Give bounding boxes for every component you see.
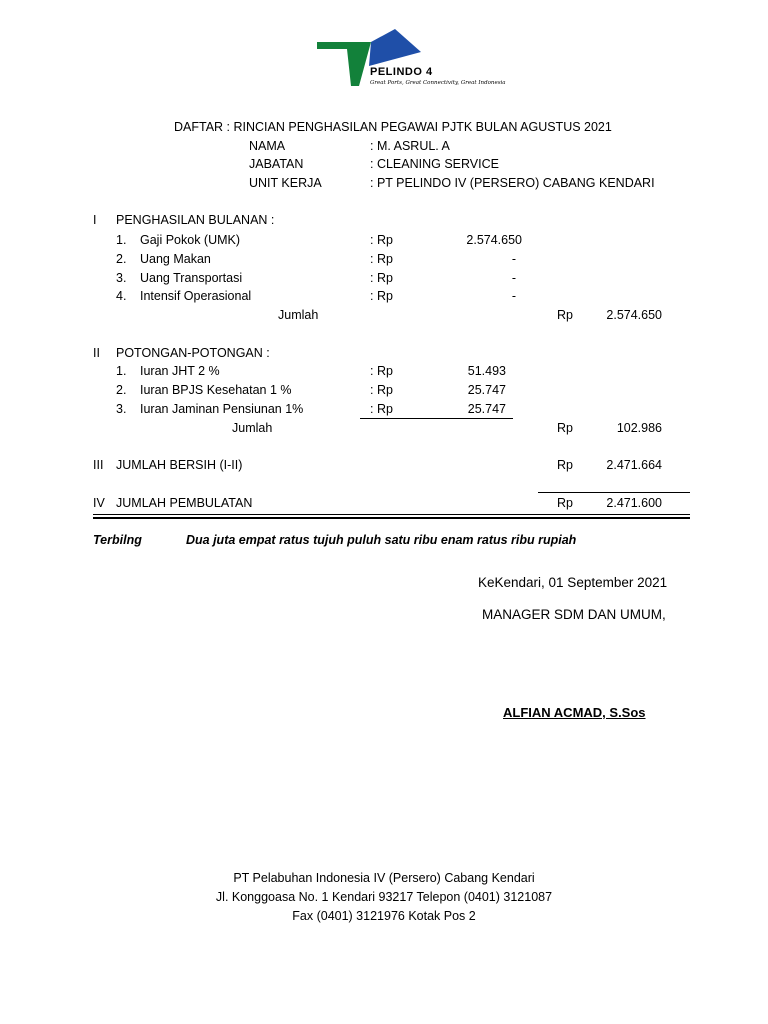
item-label: Intensif Operasional: [140, 289, 252, 303]
section4-value: 2.471.600: [606, 496, 662, 510]
item-amount: 25.747: [467, 402, 506, 416]
logo-blue-wing: [369, 29, 421, 66]
terbilang-text: Dua juta empat ratus tujuh puluh satu ribu enam ratus ribu rupiah: [186, 533, 577, 547]
signature-place-date: KeKendari, 01 September 2021: [478, 575, 668, 590]
double-rule-bottom: [93, 517, 690, 519]
signature-name: ALFIAN ACMAD, S.Sos: [503, 705, 646, 720]
company-logo: [313, 22, 489, 100]
item-amount: -: [511, 289, 516, 303]
section1-jumlah-label: Jumlah: [278, 308, 319, 322]
field-value-nama: : M. ASRUL. A: [370, 139, 450, 153]
item-number: 1.: [116, 364, 127, 378]
field-label-nama: NAMA: [249, 139, 286, 153]
item-label: Gaji Pokok (UMK): [140, 233, 241, 247]
section3-value: 2.471.664: [606, 458, 662, 472]
item-amount: 51.493: [467, 364, 506, 378]
item-currency: : Rp: [370, 289, 393, 303]
section4-number: IV: [93, 496, 105, 510]
item-amount: -: [511, 252, 516, 266]
item-number: 4.: [116, 289, 127, 303]
item-currency: : Rp: [370, 402, 393, 416]
item-amount: 2.574.650: [466, 233, 522, 247]
section2-number: II: [93, 346, 100, 360]
field-label-jabatan: JABATAN: [249, 157, 304, 171]
item-number: 3.: [116, 402, 127, 416]
item-currency: : Rp: [370, 364, 393, 378]
item-number: 2.: [116, 252, 127, 266]
section3-number: III: [93, 458, 104, 472]
item-number: 2.: [116, 383, 127, 397]
item-label: Uang Makan: [140, 252, 211, 266]
item-currency: : Rp: [370, 383, 393, 397]
section2-jumlah-currency: Rp: [557, 421, 573, 435]
section3-currency: Rp: [557, 458, 573, 472]
field-label-unit-kerja: UNIT KERJA: [249, 176, 322, 190]
item-label: Iuran JHT 2 %: [140, 364, 220, 378]
signature-position: MANAGER SDM DAN UMUM,: [482, 607, 666, 622]
section4-title: JUMLAH PEMBULATAN: [116, 496, 253, 510]
logo-tagline: Great Ports, Great Connectivity, Great Indonesia: [370, 80, 506, 86]
footer-company: PT Pelabuhan Indonesia IV (Persero) Cabang Kendari: [233, 871, 535, 885]
item-number: 3.: [116, 271, 127, 285]
item-amount: -: [511, 271, 516, 285]
section1-number: I: [93, 213, 97, 227]
section2-jumlah-value: 102.986: [616, 421, 662, 435]
logo-brand-text: PELINDO 4: [370, 66, 433, 78]
item-currency: : Rp: [370, 233, 393, 247]
section3-title: JUMLAH BERSIH (I-II): [116, 458, 243, 472]
item-number: 1.: [116, 233, 127, 247]
item-label: Uang Transportasi: [140, 271, 243, 285]
subtotal-rule: [360, 418, 513, 419]
section1-title: PENGHASILAN BULANAN :: [116, 213, 275, 227]
pelindo-logo-icon: [313, 22, 489, 100]
item-currency: : Rp: [370, 271, 393, 285]
item-label: Iuran Jaminan Pensiunan 1%: [140, 402, 304, 416]
section1-jumlah-currency: Rp: [557, 308, 573, 322]
document-title: DAFTAR : RINCIAN PENGHASILAN PEGAWAI PJTK BULAN AGUSTUS 2021: [174, 120, 612, 134]
double-rule-top: [93, 514, 690, 515]
section1-jumlah-value: 2.574.650: [606, 308, 662, 322]
logo-green-stroke: [317, 42, 371, 86]
section4-currency: Rp: [557, 496, 573, 510]
item-amount: 25.747: [467, 383, 506, 397]
item-label: Iuran BPJS Kesehatan 1 %: [140, 383, 292, 397]
section2-jumlah-label: Jumlah: [232, 421, 273, 435]
item-currency: : Rp: [370, 252, 393, 266]
field-value-unit-kerja: : PT PELINDO IV (PERSERO) CABANG KENDARI: [370, 176, 655, 190]
footer-address: Jl. Konggoasa No. 1 Kendari 93217 Telepon (0401) 3121087: [215, 890, 553, 904]
section2-title: POTONGAN-POTONGAN :: [116, 346, 270, 360]
footer-fax: Fax (0401) 3121976 Kotak Pos 2: [292, 909, 476, 923]
terbilang-label: Terbilng: [93, 533, 142, 547]
field-value-jabatan: : CLEANING SERVICE: [370, 157, 499, 171]
total-top-rule: [538, 492, 690, 493]
